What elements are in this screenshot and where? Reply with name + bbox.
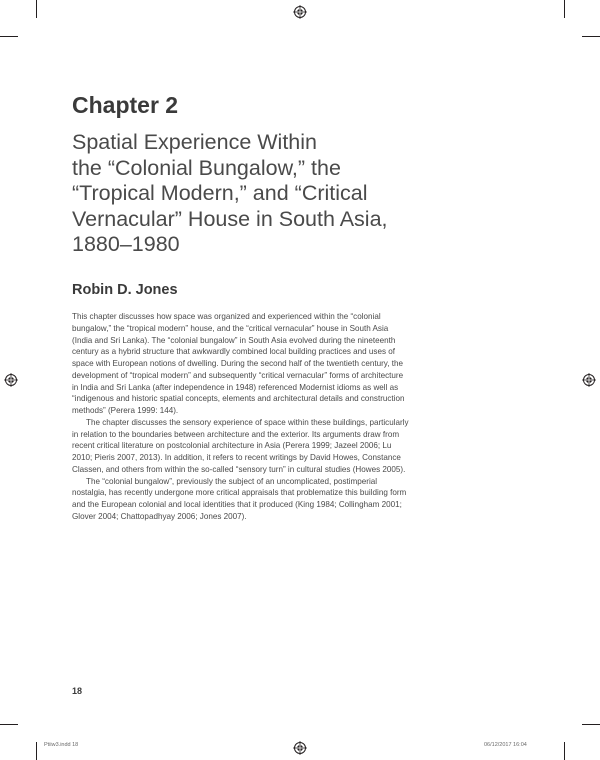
chapter-label: Chapter 2 bbox=[72, 92, 179, 118]
registration-mark-bottom-icon bbox=[293, 741, 307, 755]
chapter-title-line: Vernacular” House in South Asia, bbox=[72, 206, 388, 231]
registration-mark-top-icon bbox=[293, 5, 307, 19]
body-text bbox=[72, 311, 410, 523]
registration-mark-right-icon bbox=[582, 373, 596, 387]
chapter-title-line: “Tropical Modern,” and “Critical bbox=[72, 181, 368, 205]
chapter-title-line: 1880–1980 bbox=[72, 232, 180, 256]
paragraph: This chapter discusses how space was organized and experienced within the “colonial bungalow,” the “tropical modern” house, and the “critical vernacular” house in South Asia (India and Sri Lanka). The “colonial bungalow” in South Asia evolved during the nineteenth century as a hybrid structure that awkwardly combined local building practices and uses of space with European notions of dwelling. During the second half of the twentieth century, the development of “tropical modern” and subsequently “critical vernacular” forms of architecture in India and Sri Lanka (after independence in 1948) referenced Modernist idioms as well as “indigenous and historic spatial concepts, elements and architectural details and construction methods” (Perera 1999: 144). bbox=[72, 312, 405, 415]
crop-mark-bottom-left bbox=[36, 742, 37, 760]
crop-mark-top-left bbox=[36, 0, 37, 18]
chapter-title bbox=[72, 130, 472, 258]
paragraph: The “colonial bungalow”, previously the subject of an uncomplicated, postimperial nostalgia, has recently undergone more critical appraisals that problematize this building form and the European colonial and local identities that it produced (King 1984; Collingham 2001; Glover 2004; Chattopadhyay 2006; Jones 2007). bbox=[72, 476, 407, 521]
slug-file: Ptiiw3.indd 18 bbox=[44, 742, 79, 748]
crop-mark-left-top bbox=[0, 36, 18, 37]
crop-mark-right-bottom bbox=[582, 724, 600, 725]
page-number: 18 bbox=[72, 686, 83, 696]
paragraph: The chapter discusses the sensory experience of space within these buildings, particularly in relation to the boundaries between architecture and the exterior. Its arguments draw from recent critical literature on postcolonial architecture in Asia (Perera 1999; Jazeel 2006; Lu 2010; Pieris 2007, 2013). In addition, it refers to recent writings by David Howes, Constance Classen, and others from within the so-called “sensory turn” in cultural studies (Howes 2005). bbox=[72, 417, 409, 474]
crop-mark-right-top bbox=[582, 36, 600, 37]
crop-mark-bottom-right bbox=[564, 742, 565, 760]
crop-mark-left-bottom bbox=[0, 724, 18, 725]
chapter-title-line: Spatial Experience Within bbox=[72, 130, 317, 154]
chapter-title-line: the “Colonial Bungalow,” the bbox=[72, 155, 341, 180]
slug-date: 06/12/2017 16:04 bbox=[484, 742, 527, 748]
author-name: Robin D. Jones bbox=[72, 282, 178, 298]
crop-mark-top-right bbox=[564, 0, 565, 18]
registration-mark-left-icon bbox=[4, 373, 18, 387]
